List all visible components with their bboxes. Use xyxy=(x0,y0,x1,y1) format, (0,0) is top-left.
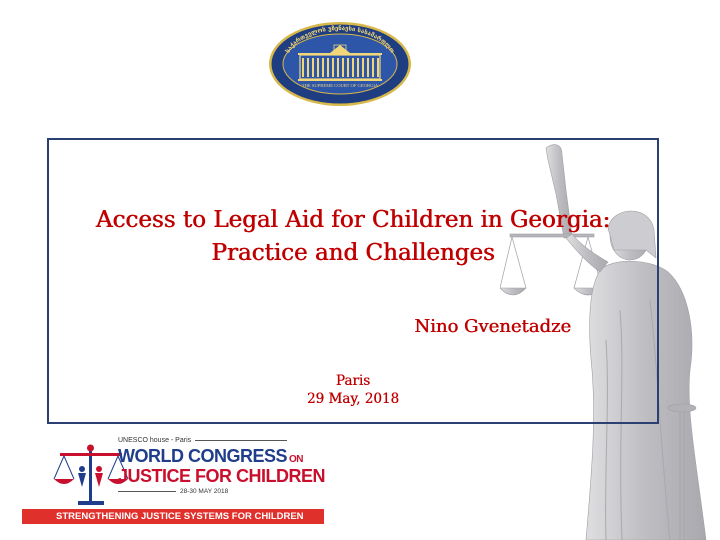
seal-caption: THE SUPREME COURT OF GEORGIA xyxy=(301,83,379,88)
congress-dates: 28-30 MAY 2018 xyxy=(118,488,228,495)
title-line-2: Practice and Challenges xyxy=(211,240,495,266)
congress-banner: STRENGTHENING JUSTICE SYSTEMS FOR CHILDREN xyxy=(22,509,324,524)
slide-title xyxy=(49,204,657,270)
congress-name-on: ON xyxy=(289,454,304,465)
title-line-1: Access to Legal Aid for Children in Georgia: xyxy=(95,207,611,233)
congress-name-line-2: JUSTICE FOR CHILDREN xyxy=(118,466,326,486)
seal-arc-text: საქართველოს უზენაესი სასამართლო xyxy=(284,25,396,55)
congress-venue: UNESCO house - Paris xyxy=(118,437,287,444)
event-place-date xyxy=(49,372,657,408)
supreme-court-seal-logo xyxy=(268,21,412,107)
event-date: 29 May, 2018 xyxy=(306,391,400,407)
event-city: Paris xyxy=(335,373,371,389)
title-frame xyxy=(47,138,659,424)
congress-name-line-1: WORLD CONGRESS ON xyxy=(118,446,304,466)
world-congress-logo xyxy=(22,436,324,524)
author-name: Nino Gvenetadze xyxy=(414,316,571,337)
